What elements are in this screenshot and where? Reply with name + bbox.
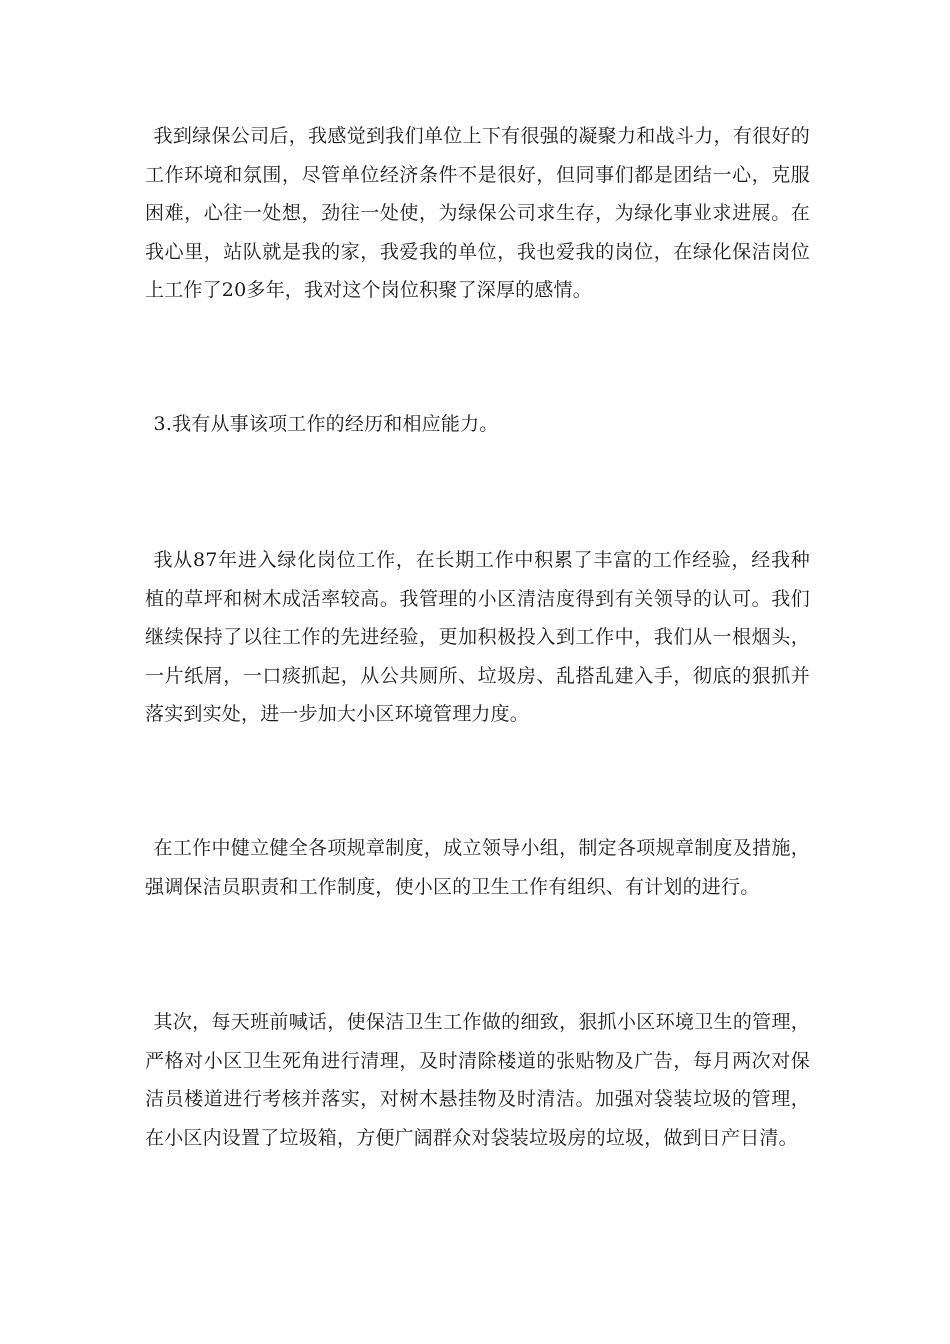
paragraph-rules-system: 在工作中健立健全各项规章制度，成立领导小组，制定各项规章制度及措施，强调保洁员职责和工作制度，使小区的卫生工作有组织、有计划的进行。 bbox=[145, 837, 810, 898]
paragraph-daily-management: 其次，每天班前喊话，使保洁卫生工作做的细致，狠抓小区环境卫生的管理，严格对小区卫生死角进行清理，及时清除楼道的张贴物及广告，每月两次对保洁员楼道进行考核并落实，对树木悬挂物及时清洁。加强对袋装垃圾的管理，在小区内设置了垃圾箱，方便广阔群众对袋装垃圾房的垃圾，做到日产日清。 bbox=[145, 1011, 810, 1149]
paragraph-section-3-heading: 3.我有从事该项工作的经历和相应能力。 bbox=[153, 413, 499, 435]
paragraph-company-feelings: 我到绿保公司后，我感觉到我们单位上下有很强的凝聚力和战斗力，有很好的工作环境和氛围，尽管单位经济条件不是很好，但同事们都是团结一心，克服困难，心往一处想，劲往一处使，为绿保公司求生存，为绿化事业求进展。在我心里，站队就是我的家，我爱我的单位，我也爱我的岗位，在绿化保洁岗位上工作了20多年，我对这个岗位积聚了深厚的感情。 bbox=[145, 125, 810, 302]
paragraph-work-experience: 我从87年进入绿化岗位工作，在长期工作中积累了丰富的工作经验，经我种植的草坪和树木成活率较高。我管理的小区清洁度得到有关领导的认可。我们继续保持了以往工作的先进经验，更加积极投入到工作中，我们从一根烟头，一片纸屑，一口痰抓起，从公共厕所、垃圾房、乱搭乱建入手，彻底的狠抓并落实到实处，进一步加大小区环境管理力度。 bbox=[145, 549, 810, 726]
